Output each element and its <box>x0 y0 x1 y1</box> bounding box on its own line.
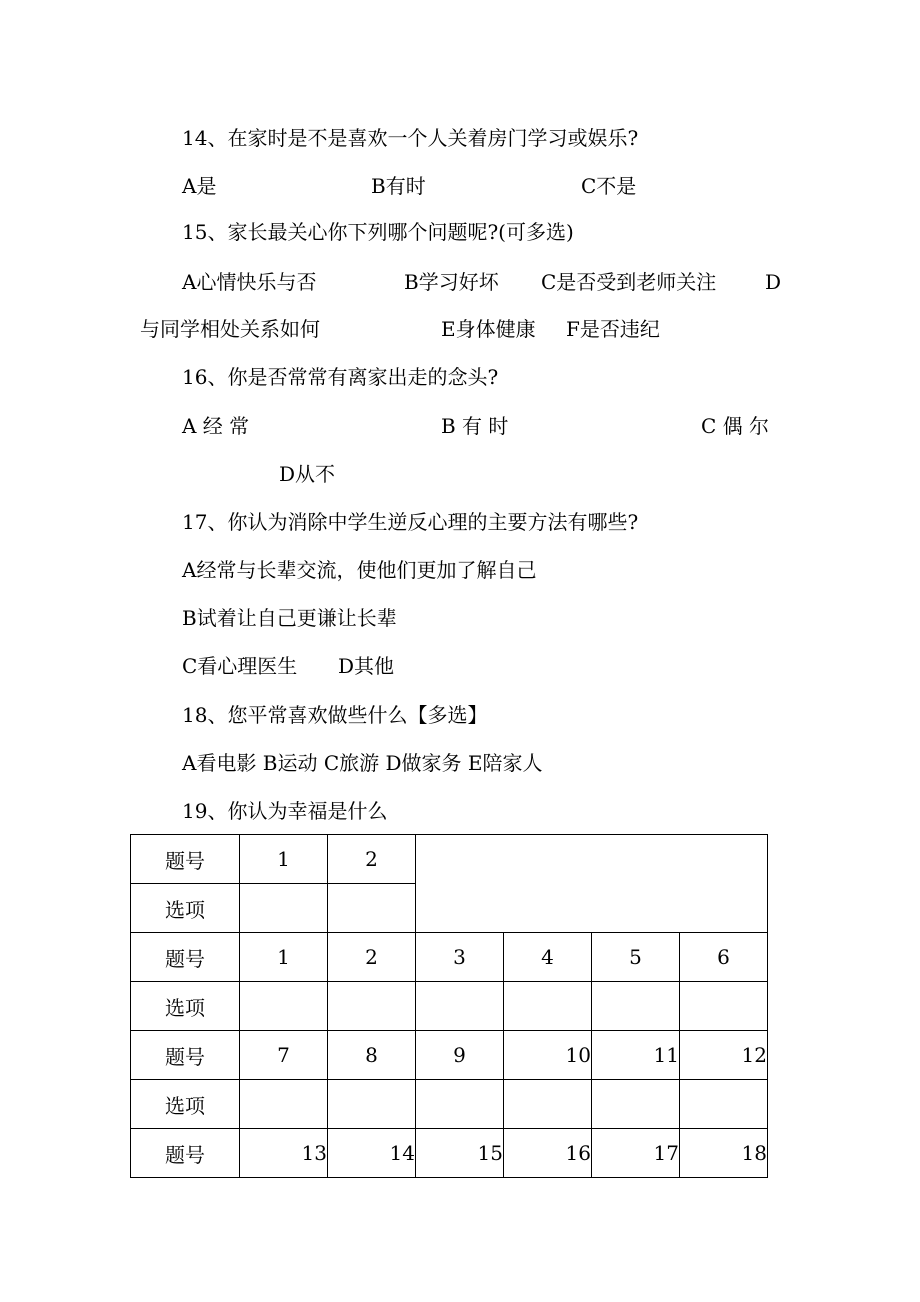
option-e: E身体健康 <box>441 317 536 341</box>
option-d: D从不 <box>279 462 336 486</box>
number-cell: 18 <box>680 1129 768 1178</box>
option-c: C看心理医生 <box>182 654 298 678</box>
number-cell: 9 <box>416 1031 504 1080</box>
option-d: D其他 <box>338 654 395 678</box>
option-b: B 有 时 <box>441 414 509 438</box>
answer-cell[interactable] <box>504 982 592 1031</box>
row-label-option: 选项 <box>131 982 240 1031</box>
table-row <box>131 835 768 884</box>
question-text: 15、家长最关心你下列哪个问题呢?(可多选) <box>182 220 574 244</box>
answer-cell[interactable] <box>416 1080 504 1129</box>
number-cell: 12 <box>680 1031 768 1080</box>
answer-cell[interactable] <box>240 884 328 933</box>
number-cell: 7 <box>240 1031 328 1080</box>
number-cell: 2 <box>328 933 416 982</box>
option-b: B学习好坏 <box>404 270 499 294</box>
answer-cell[interactable] <box>328 1080 416 1129</box>
table-row <box>131 1129 768 1178</box>
option-b: B有时 <box>371 174 426 198</box>
question-text: 18、您平常喜欢做些什么【多选】 <box>182 703 488 727</box>
number-cell: 11 <box>592 1031 680 1080</box>
table-row <box>131 1031 768 1080</box>
number-cell: 14 <box>328 1129 416 1178</box>
question-text: 14、在家时是不是喜欢一个人关着房门学习或娱乐? <box>182 126 639 150</box>
option-b: B试着让自己更谦让长辈 <box>182 606 397 630</box>
number-cell: 6 <box>680 933 768 982</box>
number-cell: 1 <box>240 835 328 884</box>
answer-cell[interactable] <box>680 1080 768 1129</box>
number-cell: 13 <box>240 1129 328 1178</box>
table-row <box>131 933 768 982</box>
option-a: A 经 常 <box>182 414 250 438</box>
number-cell: 4 <box>504 933 592 982</box>
question-text: 17、你认为消除中学生逆反心理的主要方法有哪些? <box>182 510 639 534</box>
answer-cell[interactable] <box>680 982 768 1031</box>
number-cell: 5 <box>592 933 680 982</box>
answer-sheet-table <box>130 834 768 1178</box>
option-a: A是 <box>182 174 217 198</box>
option-c: C不是 <box>581 174 637 198</box>
question-text: 16、你是否常常有离家出走的念头? <box>182 365 499 389</box>
number-cell: 10 <box>504 1031 592 1080</box>
option-c: C是否受到老师关注 <box>541 270 717 294</box>
number-cell: 2 <box>328 835 416 884</box>
answer-cell[interactable] <box>240 1080 328 1129</box>
row-label-number: 题号 <box>131 933 240 982</box>
row-label-number: 题号 <box>131 1031 240 1080</box>
answer-cell[interactable] <box>416 982 504 1031</box>
row-label-option: 选项 <box>131 884 240 933</box>
number-cell: 16 <box>504 1129 592 1178</box>
table-row <box>131 982 768 1031</box>
options-line: A看电影 B运动 C旅游 D做家务 E陪家人 <box>182 751 543 775</box>
row-label-number: 题号 <box>131 1129 240 1178</box>
table-row <box>131 1080 768 1129</box>
answer-cell[interactable] <box>240 982 328 1031</box>
option-c: C 偶 尔 <box>701 414 770 438</box>
option-f: F是否违纪 <box>566 317 660 341</box>
option-d-text: 与同学相处关系如何 <box>140 317 320 341</box>
answer-cell[interactable] <box>592 1080 680 1129</box>
number-cell: 1 <box>240 933 328 982</box>
number-cell: 3 <box>416 933 504 982</box>
answer-cell[interactable] <box>592 982 680 1031</box>
answer-cell[interactable] <box>328 884 416 933</box>
question-text: 19、你认为幸福是什么 <box>182 799 388 823</box>
number-cell: 8 <box>328 1031 416 1080</box>
option-a: A经常与长辈交流，使他们更加了解自己 <box>182 558 537 582</box>
row-label-number: 题号 <box>131 835 240 884</box>
answer-cell[interactable] <box>504 1080 592 1129</box>
number-cell: 15 <box>416 1129 504 1178</box>
blank-area <box>416 835 768 933</box>
row-label-option: 选项 <box>131 1080 240 1129</box>
answer-cell[interactable] <box>328 982 416 1031</box>
number-cell: 17 <box>592 1129 680 1178</box>
option-d-marker: D <box>765 270 782 294</box>
option-a: A心情快乐与否 <box>182 270 317 294</box>
